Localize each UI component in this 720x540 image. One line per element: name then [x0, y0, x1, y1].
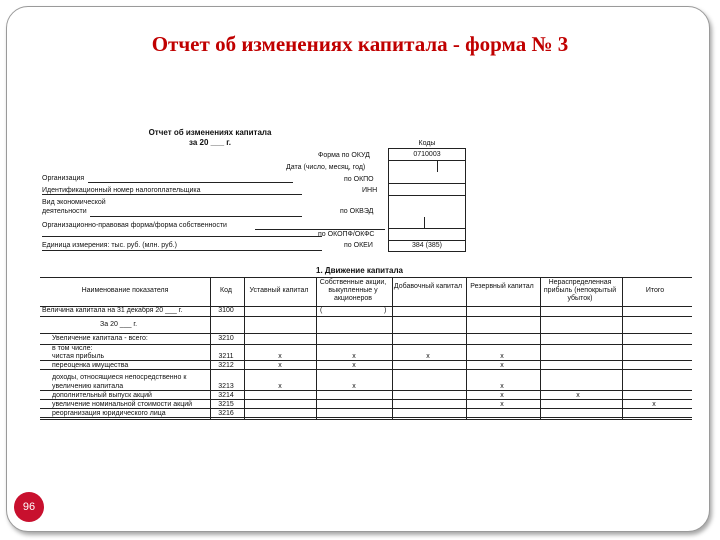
row-label-3100: Величина капитала на 31 декабря 20 ___ г.: [42, 307, 183, 314]
close-paren: ): [384, 307, 387, 314]
row-mark: x: [278, 362, 282, 369]
org-label: Организация: [42, 175, 85, 182]
row-code: 3211: [218, 353, 234, 360]
row-label: доходы, относящиеся непосредственно к: [52, 374, 187, 381]
row-code-3100: 3100: [218, 307, 234, 314]
slide-title: Отчет об изменениях капитала - форма № 3: [151, 32, 569, 56]
row-label: реорганизация юридического лица: [52, 410, 166, 417]
row-code: 3214: [218, 392, 234, 399]
okud-label: Форма по ОКУД: [318, 152, 370, 159]
row-code: 3210: [218, 335, 234, 342]
okei-label: по ОКЕИ: [344, 242, 373, 249]
section-title: 1. Движение капитала: [316, 266, 403, 275]
col-header-own-shares: Собственные акции, выкупленные у акционеров: [319, 279, 387, 302]
row-mark: x: [278, 383, 282, 390]
codes-box: [388, 148, 466, 252]
row-mark: x: [500, 362, 504, 369]
legal-form-label: Организационно-правовая форма/форма собственности: [42, 222, 227, 229]
col-header-retained: Нераспределенная прибыль (непокрытый убыток): [543, 279, 617, 302]
col-header-code: Код: [220, 287, 232, 294]
col-header-reserve: Резервный капитал: [470, 283, 534, 290]
row-mark: x: [352, 362, 356, 369]
date-label: Дата (число, месяц, год): [286, 164, 366, 171]
row-mark: x: [652, 401, 656, 408]
row-label: переоценка имущества: [52, 362, 129, 369]
row-label: дополнительный выпуск акций: [52, 392, 152, 399]
row-mark: x: [352, 383, 356, 390]
col-header-additional: Добавочный капитал: [393, 283, 463, 290]
okved-label: по ОКВЭД: [340, 208, 374, 215]
row-label: чистая прибыль: [52, 353, 105, 360]
inn-label: Идентификационный номер налогоплательщика: [42, 187, 201, 194]
page-number-badge: 96: [14, 492, 44, 522]
row-mark: x: [500, 353, 504, 360]
row-mark: x: [500, 401, 504, 408]
form-period: за 20 ___ г.: [189, 138, 231, 147]
row-mark: x: [500, 392, 504, 399]
col-header-charter: Уставный капитал: [249, 287, 309, 294]
row-mark: x: [426, 353, 430, 360]
col-header-name: Наименование показателя: [81, 287, 169, 294]
row-mark: x: [278, 353, 282, 360]
row-label: Увеличение капитала - всего:: [52, 335, 148, 342]
row-code: 3216: [218, 410, 234, 417]
codes-label: Коды: [418, 140, 436, 147]
row-label: в том числе:: [52, 345, 93, 352]
form-title: Отчет об изменениях капитала: [148, 128, 272, 137]
unit-label: Единица измерения: тыс. руб. (млн. руб.): [42, 242, 177, 249]
okopf-label: по ОКОПФ/ОКФС: [318, 231, 375, 238]
open-paren: (: [320, 307, 323, 314]
row-label: За 20 ___ г.: [100, 321, 138, 328]
row-mark: x: [576, 392, 580, 399]
row-code: 3215: [218, 401, 234, 408]
col-header-total: Итого: [645, 287, 665, 294]
inn-code-label: ИНН: [362, 187, 378, 194]
activity-label-1: Вид экономической: [42, 199, 106, 206]
row-mark: x: [500, 383, 504, 390]
activity-label-2: деятельности: [42, 208, 87, 215]
row-code: 3212: [218, 362, 234, 369]
okud-code: 0710003: [413, 151, 441, 158]
row-label: увеличение номинальной стоимости акций: [52, 401, 193, 408]
row-code: 3213: [218, 383, 234, 390]
okpo-label: по ОКПО: [344, 176, 374, 183]
okei-code: 384 (385): [412, 242, 442, 249]
row-mark: x: [352, 353, 356, 360]
row-label: увеличению капитала: [52, 383, 124, 390]
